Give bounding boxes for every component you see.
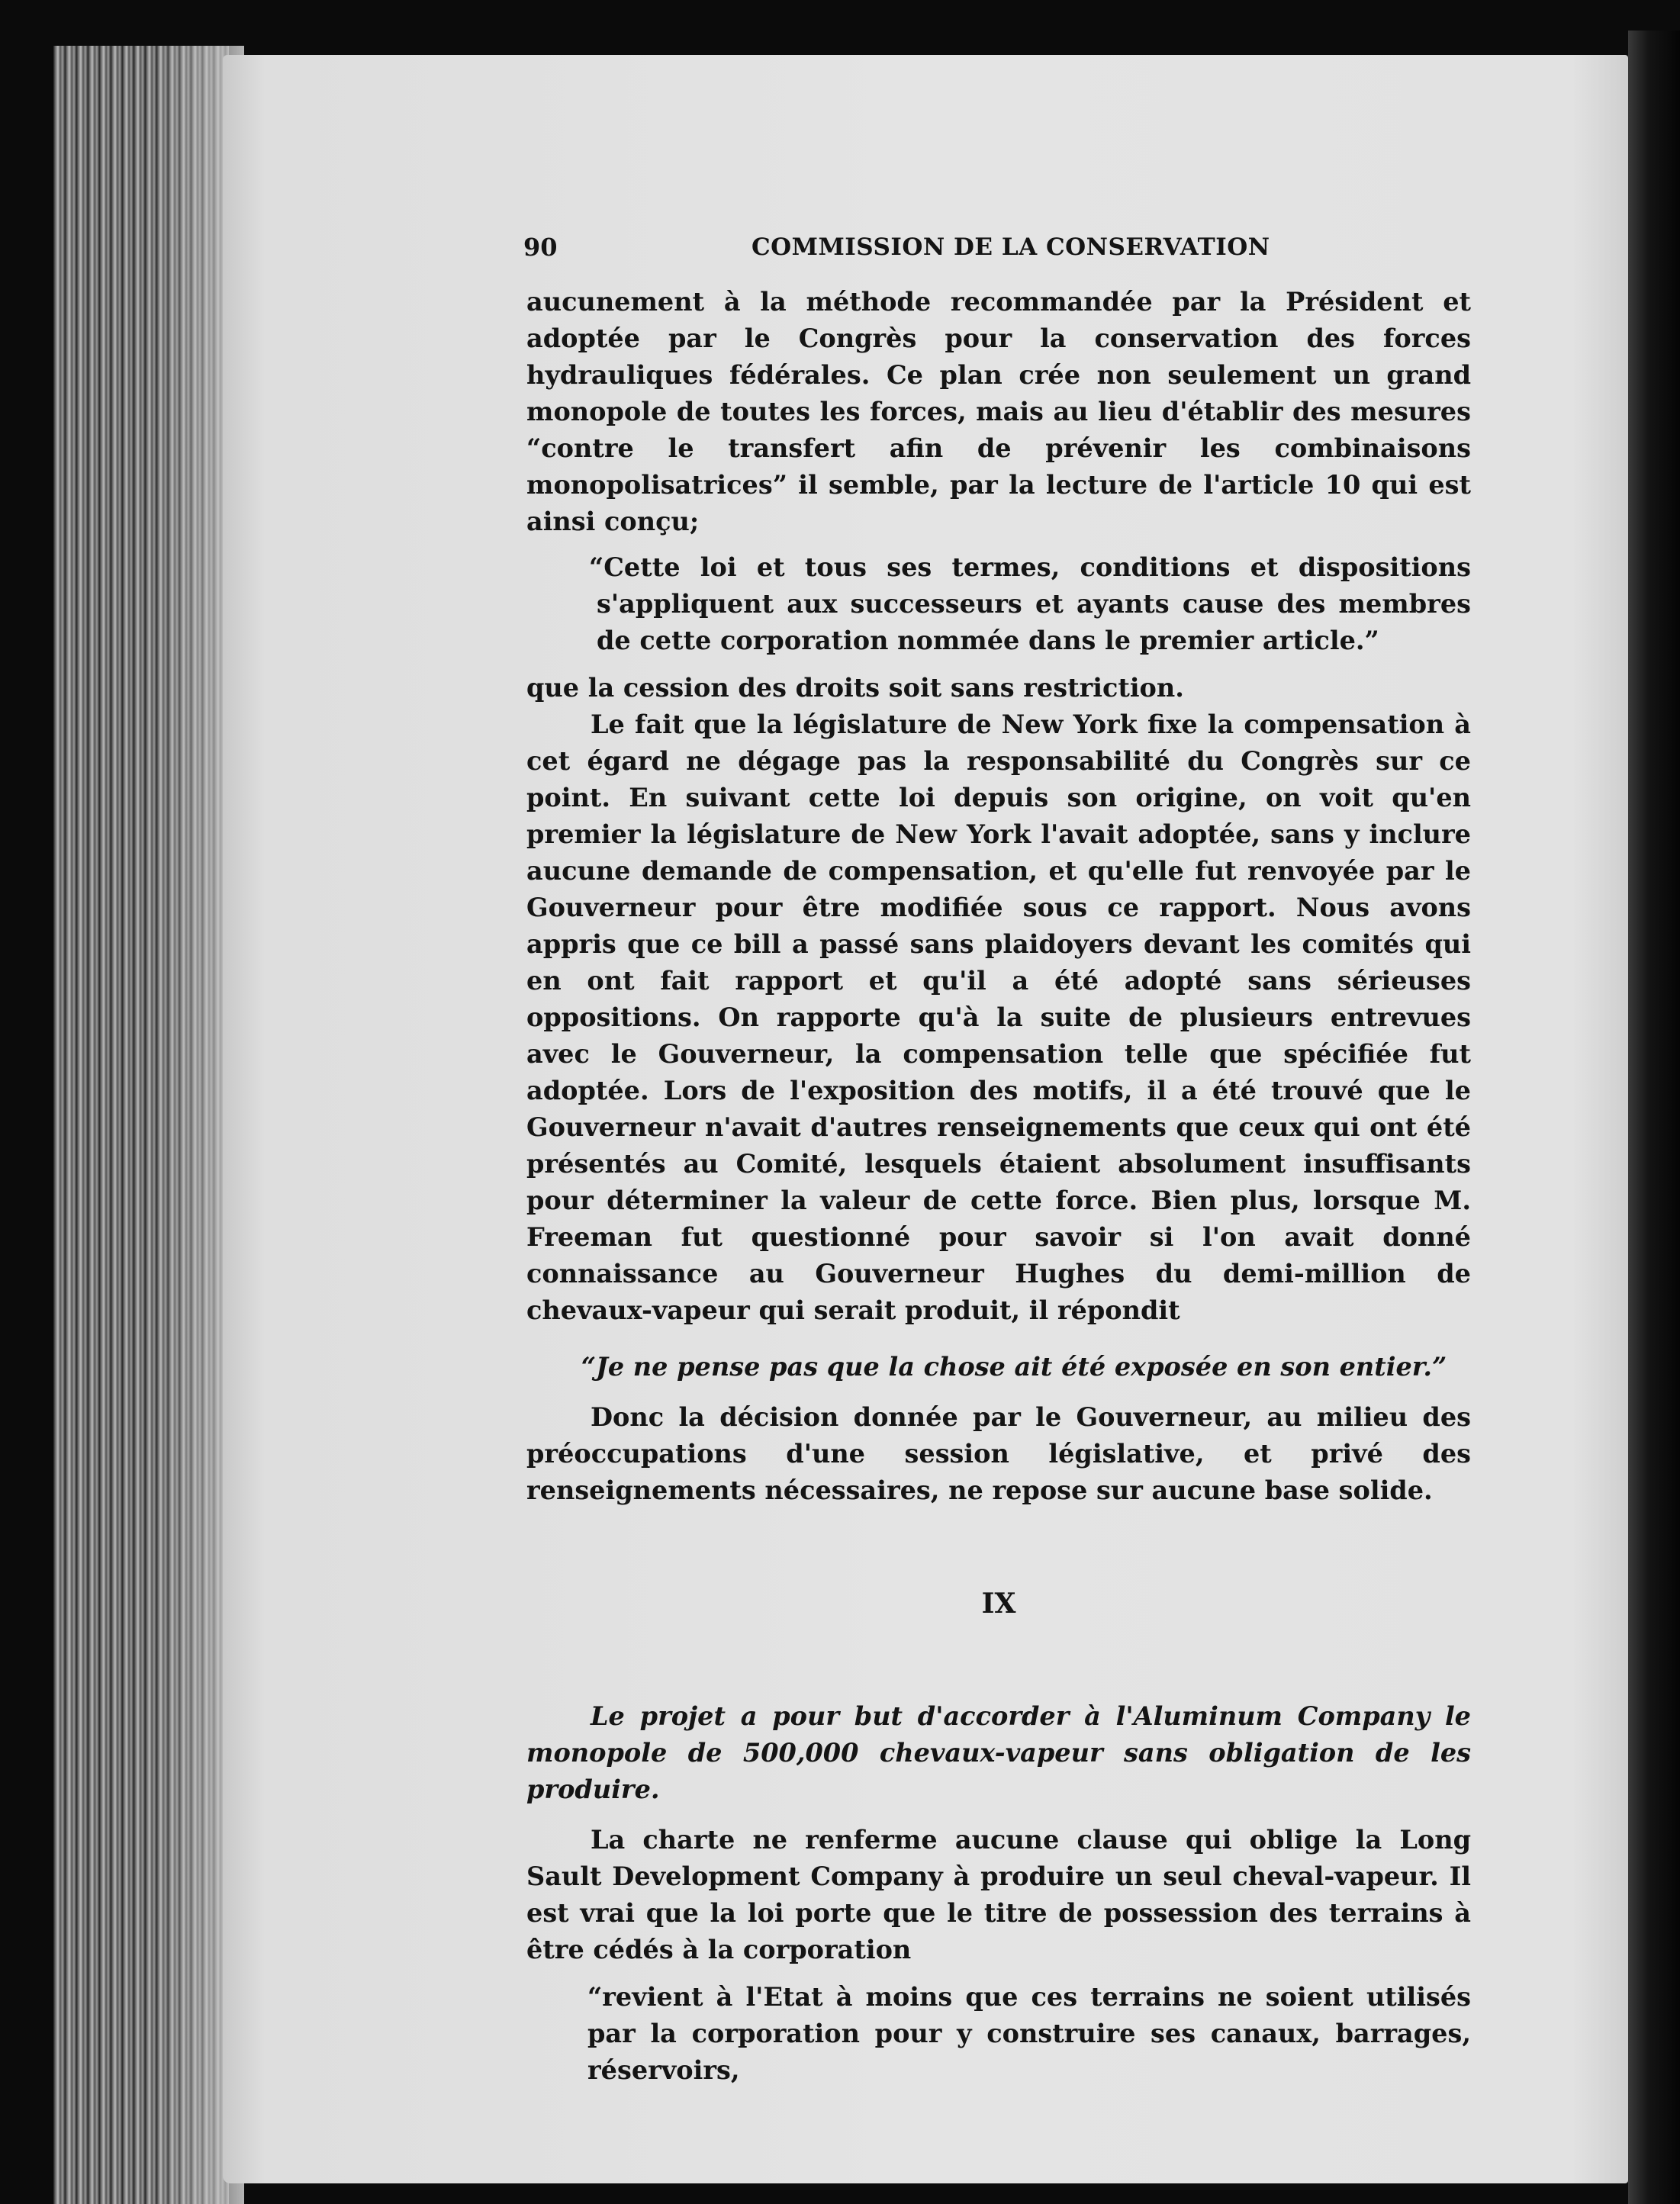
block-quote-article-10: “Cette loi et tous ses termes, conditions et dispositions s'appliquent aux successeurs et ayants cause des membres de cette corporation nommée dans le premier article.” — [589, 552, 1471, 655]
page-number: 90 — [523, 233, 558, 262]
paragraph-1: aucunement à la méthode recommandée par la Président et adoptée par le Congrès pour la conservation des forces hydrauliques fédérales. Ce plan crée non seulement un grand monopole de toutes les forces, mais au lieu d'établir des mesures “contre le transfert afin de prévenir les combinaisons monopolisatrices” il semble, par la lecture de l'article 10 qui est ainsi conçu; — [526, 287, 1471, 536]
page-text — [523, 229, 1471, 2089]
block-quote-land-title: “revient à l'Etat à moins que ces terrains ne soient utilisés par la corporation pour y construire ses canaux, barrages, réservoirs, — [587, 1982, 1471, 2085]
paragraph-5: La charte ne renferme aucune clause qui oblige la Long Sault Development Company à produire un seul cheval-vapeur. Il est vrai que la loi porte que le titre de possession des terrains à être cédés à la corporation — [526, 1825, 1471, 1964]
book-binding-edge — [1628, 31, 1680, 2204]
section-summary: Le projet a pour but d'accorder à l'Aluminum Company le monopole de 500,000 chevaux-vapeur sans obligation de les produire. — [526, 1701, 1471, 1804]
paragraph-3: Le fait que la législature de New York fixe la compensation à cet égard ne dégage pas la responsabilité du Congrès sur ce point. En suivant cette loi depuis son origine, on voit qu'en premier la législature de New York l'avait adoptée, sans y inclure aucune demande de compensation, et qu'elle fut renvoyée par le Gouverneur pour être modifiée sous ce rapport. Nous avons appris que ce bill a passé sans plaidoyers devant les comités qui en ont fait rapport et qu'il a été adopté sans sérieuses oppositions. On rapporte qu'à la suite de plusieurs entrevues avec le Gouverneur, la compensation telle que spécifiée fut adoptée. Lors de l'exposition des motifs, il a été trouvé que le Gouverneur n'avait d'autres renseignements que ceux qui ont été présentés au Comité, lesquels étaient absolument insuffisants pour déterminer la valeur de cette force. Bien plus, lorsque M. Freeman fut questionné pour savoir si l'on avait donné connaissance au Gouverneur Hughes du demi-million de chevaux-vapeur qui serait produit, il répondit — [526, 709, 1471, 1325]
paragraph-4: Donc la décision donnée par le Gouverneur, au milieu des préoccupations d'une session législative, et privé des renseignements nécessaires, ne repose sur aucune base solide. — [526, 1402, 1471, 1505]
section-heading: IX — [981, 1588, 1016, 1620]
paragraph-2: que la cession des droits soit sans restriction. — [526, 673, 1184, 703]
freeman-quote: “Je ne pense pas que la chose ait été exposée en son entier.” — [581, 1352, 1447, 1382]
running-title: COMMISSION DE LA CONSERVATION — [751, 233, 1270, 261]
running-head — [523, 229, 1471, 265]
